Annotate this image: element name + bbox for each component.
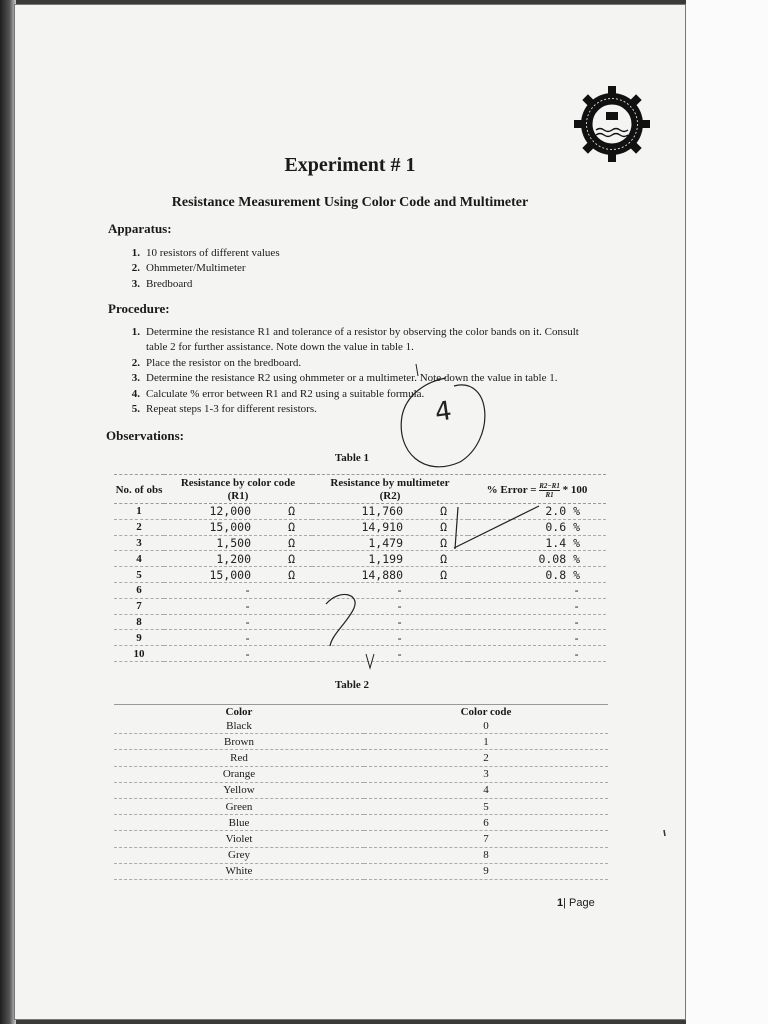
col-header-obs: No. of obs	[114, 475, 164, 504]
cell-code: 3	[364, 766, 608, 782]
cell-r2: 11,760 Ω	[312, 504, 468, 520]
cell-obs: 7	[114, 598, 164, 614]
table-row	[114, 831, 608, 847]
cell-code: 6	[364, 815, 608, 831]
cell-code: 8	[364, 847, 608, 863]
cell-color: Orange	[114, 766, 364, 782]
cell-r1: 12,000 Ω	[164, 504, 312, 520]
grade-mark: 4	[432, 395, 454, 429]
cell-obs: 2	[114, 519, 164, 535]
table-row	[114, 598, 606, 614]
cell-r2: 14,880 Ω	[312, 567, 468, 583]
cell-obs: 9	[114, 630, 164, 646]
cell-code: 5	[364, 798, 608, 814]
cell-error: 0.8 %	[468, 567, 606, 583]
cell-r1: 15,000 Ω	[164, 519, 312, 535]
table1-caption: Table 1	[334, 452, 370, 464]
table-row	[114, 582, 606, 598]
cell-r1: -	[164, 614, 312, 630]
col-header-code: Color code	[364, 705, 608, 719]
table-row	[114, 798, 608, 814]
cell-r1: -	[164, 646, 312, 662]
cell-code: 1	[364, 734, 608, 750]
cell-color: Violet	[114, 831, 364, 847]
observations-table	[114, 474, 606, 662]
table-row	[114, 766, 608, 782]
col-header-color: Color	[114, 705, 364, 719]
cell-code: 2	[364, 750, 608, 766]
list-item: 2. Place the resistor on the bredboard.	[131, 356, 302, 369]
cell-r1: 15,000 Ω	[164, 567, 312, 583]
cell-error: -	[468, 598, 606, 614]
table-row	[114, 847, 608, 863]
cell-obs: 3	[114, 535, 164, 551]
table-row	[114, 750, 608, 766]
cell-r1: 1,500 Ω	[164, 535, 312, 551]
list-item: 1. 10 resistors of different values	[131, 247, 280, 259]
cell-r1: -	[164, 582, 312, 598]
list-item: 2. Ohmmeter/Multimeter	[131, 262, 246, 275]
university-gear-seal-icon	[572, 84, 652, 164]
cell-r1: -	[164, 630, 312, 646]
apparatus-heading: Apparatus:	[108, 221, 172, 236]
cell-obs: 5	[114, 567, 164, 583]
list-item: 3. Bredboard	[131, 277, 193, 290]
cell-r2: -	[312, 598, 468, 614]
table2-caption: Table 2	[334, 679, 370, 691]
table-row	[114, 863, 608, 879]
cell-error: 0.08 %	[468, 551, 606, 567]
cell-error: 1.4 %	[468, 535, 606, 551]
cell-error: 2.0 %	[468, 504, 606, 520]
table-row	[114, 815, 608, 831]
cell-r2: -	[312, 646, 468, 662]
list-item: 3. Determine the resistance R2 using ohmmeter or a multimeter. Note down the value in table 1.	[131, 372, 558, 385]
table-row	[114, 567, 606, 583]
cell-code: 7	[364, 831, 608, 847]
col-header-r2: Resistance by multimeter (R2)	[312, 475, 468, 504]
cell-error: -	[468, 582, 606, 598]
procedure-list	[120, 325, 580, 417]
observations-heading: Observations:	[106, 428, 184, 443]
cell-color: Green	[114, 798, 364, 814]
list-item: 1. Determine the resistance R1 and tolerance of a resistor by observing the color bands on it. Consult table 2 for further assistance. Note down the value in table 1.	[131, 326, 579, 354]
cell-r2: 14,910 Ω	[312, 519, 468, 535]
cell-error: 0.6 %	[468, 519, 606, 535]
apparatus-list	[120, 246, 590, 292]
cell-r2: 1,199 Ω	[312, 551, 468, 567]
cell-code: 4	[364, 782, 608, 798]
cell-code: 0	[364, 718, 608, 734]
page-title: Experiment # 1	[284, 154, 416, 176]
document-page	[14, 4, 686, 1020]
cell-r2: -	[312, 630, 468, 646]
table-header-row	[114, 705, 608, 719]
cell-obs: 1	[114, 504, 164, 520]
col-header-error: % Error = $\frac{R2-R1}{R1}$ * 100	[468, 475, 606, 504]
cell-color: Yellow	[114, 782, 364, 798]
page-subtitle: Resistance Measurement Using Color Code and Multimeter	[171, 195, 529, 210]
cell-error: -	[468, 630, 606, 646]
cell-obs: 10	[114, 646, 164, 662]
table-row	[114, 519, 606, 535]
cell-color: Grey	[114, 847, 364, 863]
list-item: 4. Calculate % error between R1 and R2 using a suitable formula.	[131, 387, 425, 400]
table-row	[114, 782, 608, 798]
cell-obs: 4	[114, 551, 164, 567]
table-row	[114, 504, 606, 520]
cell-r2: -	[312, 614, 468, 630]
table-row	[114, 646, 606, 662]
page-footer: 1| Page	[557, 897, 595, 909]
cell-color: White	[114, 863, 364, 879]
cell-color: Black	[114, 718, 364, 734]
list-item: 5. Repeat steps 1-3 for different resistors.	[131, 403, 317, 416]
table-header-row	[114, 475, 606, 504]
table-row	[114, 734, 608, 750]
scan-right-margin	[686, 0, 768, 1024]
cell-r2: -	[312, 582, 468, 598]
cell-r2: 1,479 Ω	[312, 535, 468, 551]
table-row	[114, 614, 606, 630]
cell-obs: 6	[114, 582, 164, 598]
cell-error: -	[468, 614, 606, 630]
procedure-heading: Procedure:	[108, 301, 170, 316]
cell-code: 9	[364, 863, 608, 879]
cell-r1: -	[164, 598, 312, 614]
col-header-r1: Resistance by color code (R1)	[164, 475, 312, 504]
cell-r1: 1,200 Ω	[164, 551, 312, 567]
color-code-table	[114, 704, 608, 880]
table-row	[114, 630, 606, 646]
table-row	[114, 718, 608, 734]
cell-obs: 8	[114, 614, 164, 630]
table-row	[114, 551, 606, 567]
cell-error: -	[468, 646, 606, 662]
table-row	[114, 535, 606, 551]
cell-color: Blue	[114, 815, 364, 831]
cell-color: Red	[114, 750, 364, 766]
cell-color: Brown	[114, 734, 364, 750]
